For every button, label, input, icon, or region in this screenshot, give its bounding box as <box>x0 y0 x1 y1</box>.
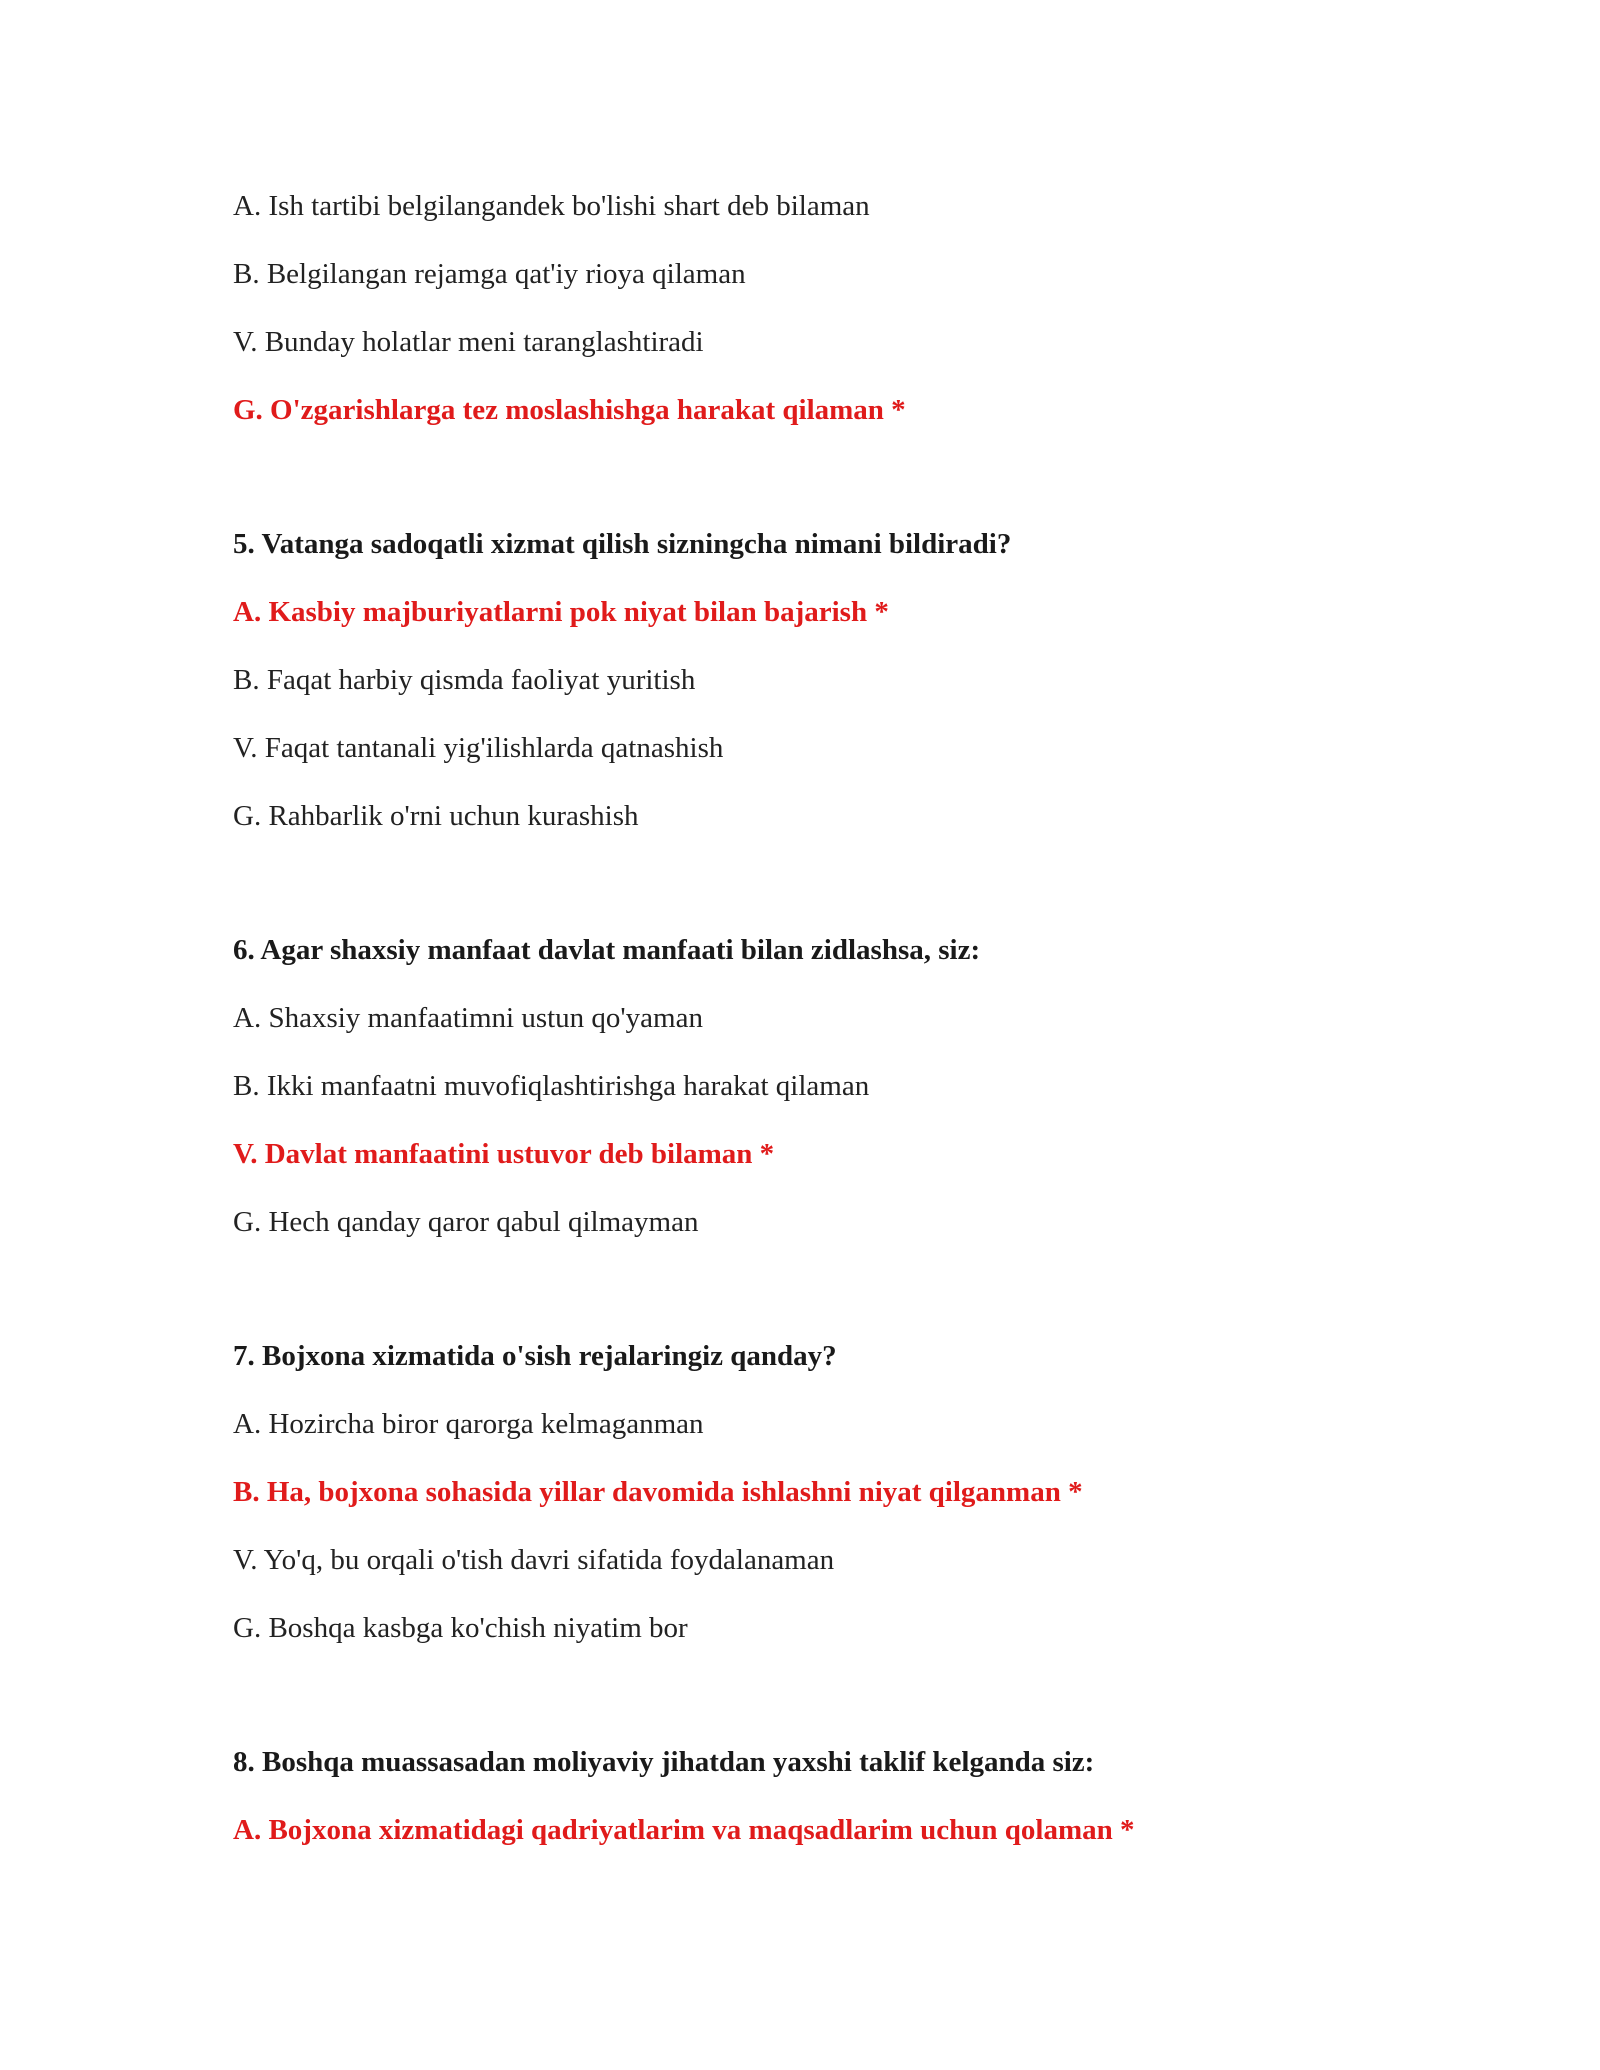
question-5-title: 5. Vatanga sadoqatli xizmat qilish sizningcha nimani bildiradi? <box>233 528 1012 560</box>
question-7-title: 7. Bojxona xizmatida o'sish rejalaringiz qanday? <box>233 1340 837 1372</box>
option-b: B. Belgilangan rejamga qat'iy rioya qilaman <box>233 258 746 290</box>
question-block-8 <box>233 1728 1533 1864</box>
option-g: G. Boshqa kasbga ko'chish niyatim bor <box>233 1612 688 1644</box>
option-a: A. Hozircha biror qarorga kelmaganman <box>233 1408 704 1440</box>
block-spacer <box>233 1256 1533 1322</box>
question-8-title: 8. Boshqa muassasadan moliyaviy jihatdan yaxshi taklif kelganda siz: <box>233 1746 1095 1778</box>
question-block-5 <box>233 510 1533 850</box>
option-a: A. Shaxsiy manfaatimni ustun qo'yaman <box>233 1002 703 1034</box>
option-g: G. Rahbarlik o'rni uchun kurashish <box>233 800 639 832</box>
block-spacer <box>233 1662 1533 1728</box>
option-v-correct-answer: V. Davlat manfaatini ustuvor deb bilaman * <box>233 1138 775 1170</box>
block-spacer <box>233 850 1533 916</box>
option-a-correct-answer: A. Kasbiy majburiyatlarni pok niyat bilan bajarish * <box>233 596 889 628</box>
option-a: A. Ish tartibi belgilangandek bo'lishi shart deb bilaman <box>233 190 870 222</box>
option-b-correct-answer: B. Ha, bojxona sohasida yillar davomida ishlashni niyat qilganman * <box>233 1476 1083 1508</box>
question-block-7 <box>233 1322 1533 1662</box>
question-block-4 <box>233 172 1533 444</box>
option-b: B. Ikki manfaatni muvofiqlashtirishga harakat qilaman <box>233 1070 870 1102</box>
option-a-correct-answer: A. Bojxona xizmatidagi qadriyatlarim va maqsadlarim uchun qolaman * <box>233 1814 1135 1846</box>
option-v: V. Bunday holatlar meni taranglashtiradi <box>233 326 704 358</box>
question-block-6 <box>233 916 1533 1256</box>
option-g-correct-answer: G. O'zgarishlarga tez moslashishga harakat qilaman * <box>233 394 906 426</box>
option-v: V. Faqat tantanali yig'ilishlarda qatnashish <box>233 732 724 764</box>
block-spacer <box>233 444 1533 510</box>
option-b: B. Faqat harbiy qismda faoliyat yuritish <box>233 664 696 696</box>
option-v: V. Yo'q, bu orqali o'tish davri sifatida foydalanaman <box>233 1544 835 1576</box>
document-page <box>233 172 1533 1864</box>
question-6-title: 6. Agar shaxsiy manfaat davlat manfaati bilan zidlashsa, siz: <box>233 934 981 966</box>
option-g: G. Hech qanday qaror qabul qilmayman <box>233 1206 699 1238</box>
